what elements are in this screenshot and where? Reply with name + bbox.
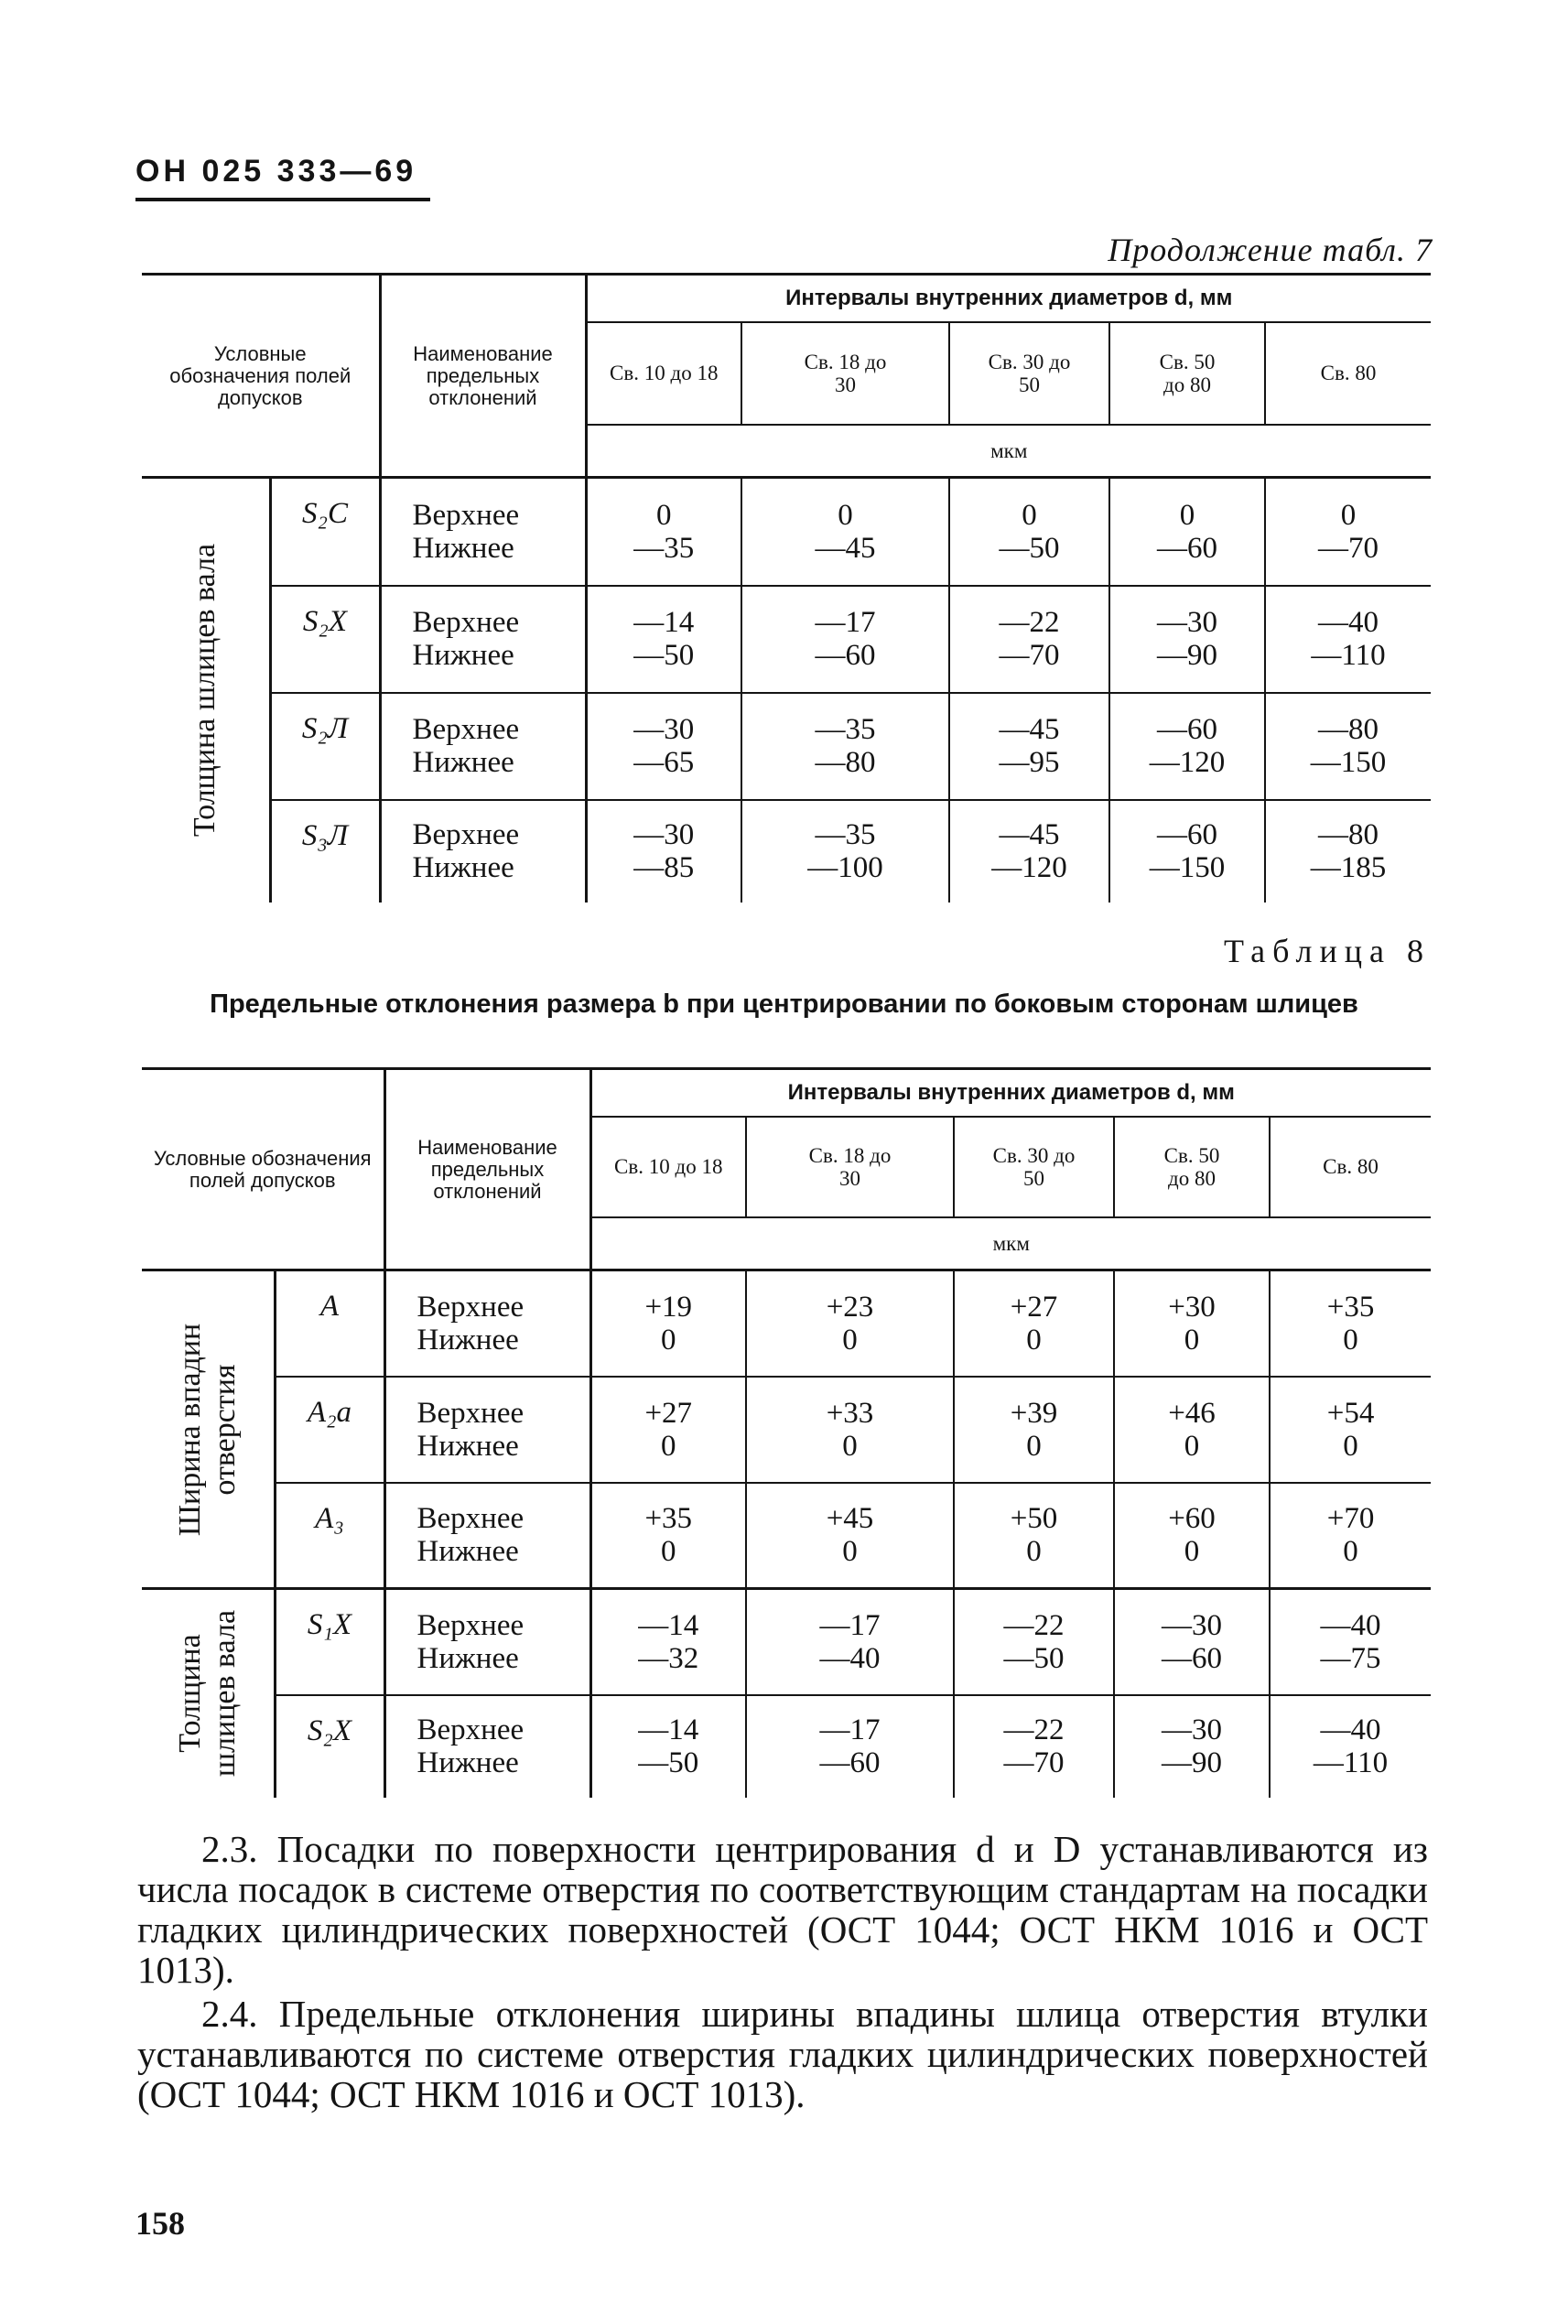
table-8-caption: Таблица 8 <box>1224 933 1431 969</box>
value-cell: —45 —95 <box>949 693 1109 800</box>
page-number: 158 <box>135 2205 185 2242</box>
interval-header: Св. 30 до 50 <box>949 322 1109 425</box>
value-cell: +50 0 <box>954 1483 1114 1589</box>
tolerance-symbol: A <box>275 1270 384 1377</box>
value-cell: —60 —150 <box>1109 800 1265 903</box>
col-intervals-header: Интервалы внутренних диаметров d, мм <box>590 1069 1431 1117</box>
deviation-names: Верхнее Нижнее <box>380 586 586 693</box>
value-cell: +70 0 <box>1326 1502 1375 1569</box>
table-7 <box>142 273 1431 903</box>
col-designation-header: Условные обозначения полей допусков <box>142 275 380 478</box>
col-intervals-header: Интервалы внутренних диаметров d, мм <box>586 275 1431 322</box>
deviation-names: Верхнее Нижнее <box>384 1483 590 1589</box>
value-cell: —35 —100 <box>741 800 949 903</box>
interval-header: Св. 18 до 30 <box>746 1117 954 1217</box>
value-cell: +46 0 <box>1114 1377 1270 1483</box>
value-cell: 0 —45 <box>741 478 949 586</box>
paragraph-2-3: 2.3. Посадки по поверхности центрирования d и D устанавливаются из числа посадок в системе отверстия по соответствующим стандартам на посадки гладких цилиндрических поверхностей (ОСТ 1044; ОСТ НКМ 1016 и ОСТ 1013). <box>137 1828 1428 1991</box>
unit-label: мкм <box>990 438 1028 462</box>
deviation-names: Верхнее Нижнее <box>384 1695 590 1798</box>
value-cell: +35 0 <box>1270 1270 1431 1377</box>
value-cell: —40 —75 <box>1270 1589 1431 1695</box>
tolerance-symbol: S₂C <box>270 478 380 586</box>
interval-header: Св. 10 до 18 <box>590 1117 746 1217</box>
tolerance-symbol: S₂Л <box>270 693 380 800</box>
tolerance-symbol: S₂X <box>275 1695 384 1798</box>
table-continuation-label: Продолжение табл. 7 <box>1108 232 1433 268</box>
deviation-names: Верхнее Нижнее <box>384 1589 590 1695</box>
value-cell: +54 0 <box>1270 1377 1431 1483</box>
value-cell: +35 0 <box>590 1483 746 1589</box>
tolerance-symbol: A₂а <box>275 1377 384 1483</box>
document-id-underline <box>135 198 430 201</box>
value-cell: 0 —60 <box>1109 478 1265 586</box>
group-label-hole-width: Ширина впадин отверстия <box>172 1323 242 1536</box>
document-id: ОН 025 333—69 <box>135 154 417 189</box>
col-deviation-name-header: Наименование предельных отклонений <box>384 1069 590 1270</box>
col-designation-header: Условные обозначения полей допусков <box>142 1069 384 1270</box>
interval-header: Св. 10 до 18 <box>586 322 741 425</box>
value-cell: +23 0 <box>746 1270 954 1377</box>
value-cell: —30 —65 <box>586 693 741 800</box>
tolerance-symbol: A₃ <box>275 1483 384 1589</box>
paragraph-2-4: 2.4. Предельные отклонения ширины впадины шлица отверстия втулки устанавливаются по системе отверстия гладких цилиндрических поверхностей (ОСТ 1044; ОСТ НКМ 1016 и ОСТ 1013). <box>137 1993 1428 2115</box>
col-deviation-name-header: Наименование предельных отклонений <box>380 275 586 478</box>
deviation-names: Верхнее Нижнее <box>380 478 586 586</box>
value-cell: —22 —70 <box>949 586 1109 693</box>
value-cell: 0 —70 <box>1265 478 1431 586</box>
value-cell: —17 —60 <box>741 586 949 693</box>
value-cell: +30 0 <box>1114 1270 1270 1377</box>
value-cell: —14 —50 <box>590 1695 746 1798</box>
value-cell: +45 0 <box>746 1483 954 1589</box>
group-label-shaft-thickness: Толщина шлицев вала <box>172 1610 242 1778</box>
interval-header: Св. 30 до 50 <box>954 1117 1114 1217</box>
value-cell: +33 0 <box>746 1377 954 1483</box>
tolerance-symbol: S₃Л <box>270 800 380 903</box>
value-cell: +27 0 <box>590 1377 746 1483</box>
value-cell: 0 —50 <box>949 478 1109 586</box>
value-cell: +39 0 <box>954 1377 1114 1483</box>
tolerance-symbol: S₁X <box>275 1589 384 1695</box>
value-cell: —14 —50 <box>586 586 741 693</box>
value-cell: —35 —80 <box>741 693 949 800</box>
value-cell: —30 —60 <box>1114 1589 1270 1695</box>
deviation-names: Верхнее Нижнее <box>384 1270 590 1377</box>
value-cell: +60 0 <box>1114 1483 1270 1589</box>
interval-header: Св. 80 <box>1323 1155 1379 1178</box>
deviation-names: Верхнее Нижнее <box>384 1377 590 1483</box>
value-cell: —40 —110 <box>1265 586 1431 693</box>
table-8-title: Предельные отклонения размера b при центрировании по боковым сторонам шлицев <box>210 989 1358 1019</box>
group-label-cell <box>142 1270 275 1589</box>
value-cell: —30 —90 <box>1109 586 1265 693</box>
value-cell: —40 —110 <box>1313 1713 1389 1779</box>
interval-header: Св. 50 до 80 <box>1114 1117 1270 1217</box>
table-8 <box>142 1067 1431 1798</box>
interval-header: Св. 50 до 80 <box>1109 322 1265 425</box>
value-cell: 0 —35 <box>586 478 741 586</box>
deviation-names: Верхнее Нижнее <box>380 693 586 800</box>
unit-label: мкм <box>992 1231 1030 1255</box>
value-cell: —60 —120 <box>1109 693 1265 800</box>
interval-header: Св. 80 <box>1320 362 1377 384</box>
value-cell: —30 —85 <box>586 800 741 903</box>
group-label-shaft-thickness: Толщина шлицев вала <box>188 544 222 838</box>
value-cell: —30 —90 <box>1114 1695 1270 1798</box>
value-cell: —80 —150 <box>1265 693 1431 800</box>
deviation-names: Верхнее Нижнее <box>380 800 586 903</box>
value-cell: —80 —185 <box>1310 818 1387 884</box>
value-cell: —14 —32 <box>590 1589 746 1695</box>
value-cell: —22 —70 <box>954 1695 1114 1798</box>
tolerance-symbol: S₂X <box>270 586 380 693</box>
value-cell: —17 —60 <box>746 1695 954 1798</box>
value-cell: —22 —50 <box>954 1589 1114 1695</box>
value-cell: +27 0 <box>954 1270 1114 1377</box>
interval-header: Св. 18 до 30 <box>741 322 949 425</box>
group-label-cell <box>142 1589 275 1798</box>
value-cell: —17 —40 <box>746 1589 954 1695</box>
group-label-cell <box>142 478 270 903</box>
value-cell: —45 —120 <box>949 800 1109 903</box>
value-cell: +19 0 <box>590 1270 746 1377</box>
